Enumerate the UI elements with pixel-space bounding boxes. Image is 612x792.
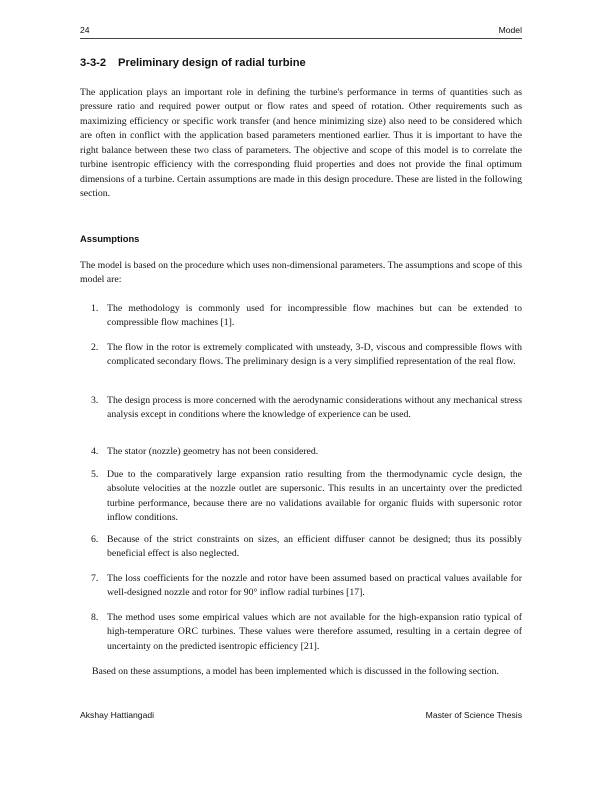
list-item (91, 302, 522, 331)
list-item-number: 8. (91, 612, 99, 623)
list-item-number: 2. (91, 342, 99, 353)
footer-thesis-label: Master of Science Thesis (425, 710, 522, 720)
running-section-title: Model (498, 25, 522, 35)
list-item-text: The loss coefficients for the nozzle and rotor have been assumed based on practical values available for well-designed nozzle and rotor for 90° inflow radial turbines [17]. (107, 573, 522, 599)
list-item (91, 341, 522, 370)
list-item-number: 5. (91, 469, 99, 480)
list-item-text: Because of the strict constraints on sizes, an efficient diffuser cannot be designed; thus its possibly beneficial effect is also neglected. (107, 534, 522, 560)
list-item-text: The flow in the rotor is extremely complicated with unsteady, 3-D, viscous and compressible flows with complicated secondary flows. The preliminary design is a very simplified representation of the real flow. (107, 342, 522, 368)
page-number: 24 (80, 25, 90, 35)
list-item-text: The methodology is commonly used for incompressible flow machines but can be extended to compressible flow machines [1]. (107, 303, 522, 329)
section-title: Preliminary design of radial turbine (118, 57, 306, 69)
intro-paragraph: The application plays an important role in defining the turbine's performance in terms of quantities such as pressure ratio and required power output or flow rates and speed of rotation. Other requirements such as maximizing efficiency or specific work transfer (and hence minimizing size) also need to be considered which are often in conflict with the application based parameters mentioned earlier. Thus it is important to have the right balance between these two class of parameters. The objective and scope of this model is to correlate the turbine isentropic efficiency with the corresponding fluid properties and does not provide the final optimum dimensions of a turbine. Certain assumptions are made in this design procedure. These are listed in the following section. (80, 87, 522, 200)
list-item-number: 3. (91, 395, 99, 406)
list-item-number: 7. (91, 573, 99, 584)
assumptions-heading: Assumptions (80, 233, 140, 244)
list-item-number: 4. (91, 446, 99, 457)
list-item (91, 468, 522, 526)
list-item-number: 1. (91, 303, 99, 314)
list-item-text: Due to the comparatively large expansion ratio resulting from the thermodynamic cycle design, the absolute velocities at the nozzle outlet are supersonic. This results in an uncertainty over the predicted turbine performance, because there are no validations available for organic fluids with supersonic rotor inflow conditions. (107, 469, 522, 524)
list-item (91, 611, 522, 654)
list-item-text: The method uses some empirical values which are not available for the high-expansion ratio typical of high-temperature ORC turbines. These values were therefore assumed, resulting in a certain degree of uncertainty on the predicted isentropic efficiency [21]. (107, 612, 522, 652)
list-item-text: The stator (nozzle) geometry has not been considered. (107, 446, 319, 457)
section-number: 3-3-2 (80, 57, 107, 69)
closing-paragraph: Based on these assumptions, a model has been implemented which is discussed in the following section. (92, 666, 499, 677)
page-header (80, 24, 522, 39)
list-item (91, 533, 522, 562)
list-item (91, 572, 522, 601)
list-item-number: 6. (91, 534, 99, 545)
list-item (91, 394, 522, 423)
list-item (91, 445, 522, 459)
footer-author: Akshay Hattiangadi (80, 710, 155, 720)
page-footer (80, 710, 522, 722)
list-item-text: The design process is more concerned with the aerodynamic considerations without any mechanical stress analysis except in conditions where the knowledge of experience can be used. (107, 395, 522, 421)
section-heading (80, 57, 306, 69)
assumptions-intro: The model is based on the procedure which uses non-dimensional parameters. The assumptions and scope of this model are: (80, 260, 522, 286)
